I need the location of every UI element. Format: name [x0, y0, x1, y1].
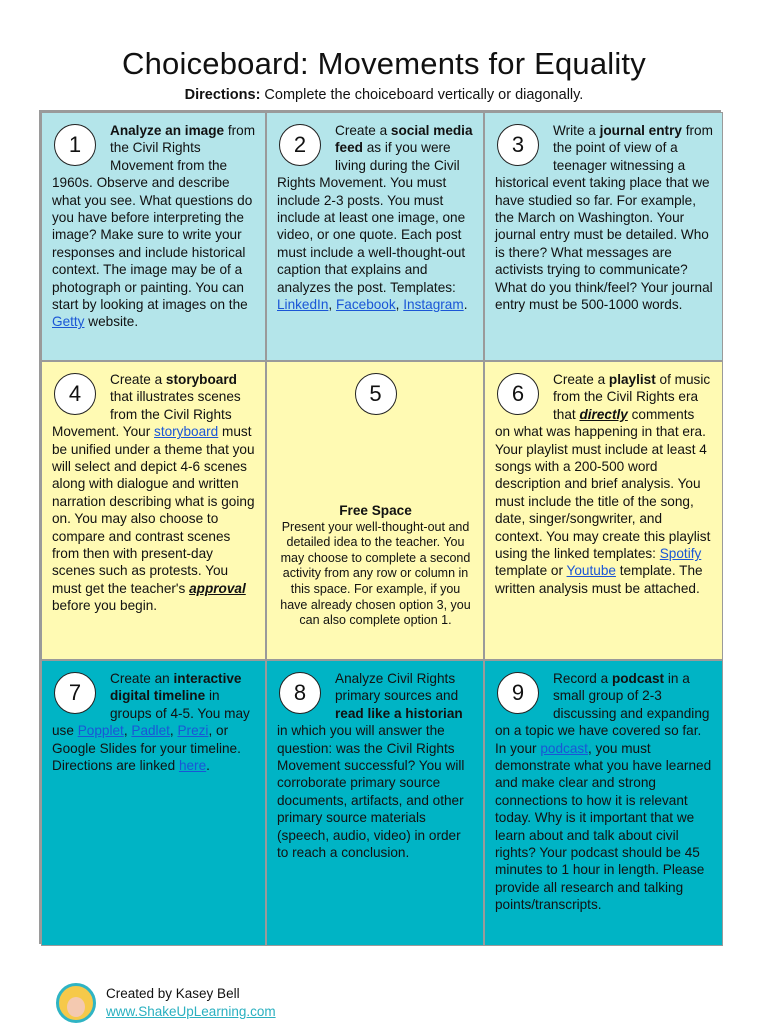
choice-cell-7 [41, 660, 266, 946]
footer [56, 983, 276, 1023]
text: in which you will answer the question: was the Civil Rights Movement successful? You will corroborate primary source documents, artifacts, and other primary source materials (speech, audio, video) in order to reach a conclusion. [277, 723, 465, 861]
bold-text: podcast [611, 671, 665, 686]
text: . [206, 758, 210, 774]
free-space-text [277, 503, 474, 629]
text: Record a [553, 671, 612, 686]
text: from the Civil Rights Movement from the 1960s. Observe and describe what you see. What questions do you have before interpreting the image? Make sure to write your responses and include historical context. The image may be of a photograph or painting. You can start by looking at images on the [52, 123, 256, 313]
text: , [169, 723, 178, 739]
choice-cell-8 [266, 660, 484, 946]
text: . [463, 297, 468, 313]
free-space-body: Present your well-thought-out and detailed idea to the teacher. You may choose to complete a second activity from any row or column in this space. For example, if you have already chosen option 3, you can also complete option 1. [280, 519, 471, 628]
bold-text: storyboard [165, 372, 237, 387]
page-title: Choiceboard: Movements for Equality [122, 46, 646, 81]
author-avatar [56, 983, 96, 1023]
italic-text: approval [189, 580, 246, 596]
number-badge: 8 [279, 672, 321, 714]
link[interactable]: Instagram [403, 297, 464, 313]
text: Create an [110, 671, 174, 686]
text: must be unified under a theme that you will select and depict 4-6 scenes along with dialogue and written narration describing what is going on. You may also choose to compare and contrast scenes from then with present-day scenes such as protests. You must get the teacher's [52, 424, 255, 596]
text: that illustrates scenes from the Civil Rights Movement. Your [52, 389, 241, 440]
text: Write a [553, 123, 600, 138]
number-badge: 5 [355, 373, 397, 415]
link[interactable]: Prezi [177, 723, 209, 739]
text: website. [84, 314, 139, 330]
link[interactable]: podcast [540, 740, 588, 756]
footer-link[interactable]: www.ShakeUpLearning.com [106, 1004, 276, 1019]
link[interactable]: Popplet [77, 723, 124, 739]
bold-text: Analyze an image [110, 123, 225, 138]
text: , [328, 297, 336, 313]
link[interactable]: Padlet [131, 723, 170, 739]
number-badge: 6 [497, 373, 539, 415]
link[interactable]: LinkedIn [277, 297, 329, 313]
text: , [123, 723, 132, 739]
bold-text: journal entry [599, 123, 682, 138]
number-badge: 1 [54, 124, 96, 166]
number-badge: 4 [54, 373, 96, 415]
text: from the point of view of a teenager witnessing a historical event taking place that we have studied so far. For example, the March on Washington. Your journal entry must be detailed. Who is there? What messages are activists trying to communicate? What do you think/feel? Your journal entry must be 500-1000 words. [495, 123, 713, 313]
number-badge: 2 [279, 124, 321, 166]
link[interactable]: storyboard [154, 424, 219, 440]
link[interactable]: Facebook [335, 297, 396, 313]
text: template or [495, 563, 567, 579]
directions-text: Complete the choiceboard vertically or diagonally. [260, 87, 584, 103]
text: in a small group of 2-3 discussing and expanding on a topic we have covered so far. In your [495, 671, 710, 756]
number-badge: 9 [497, 672, 539, 714]
choice-cell-4 [41, 361, 266, 660]
free-space-heading: Free Space [339, 503, 412, 518]
text: Create a [335, 123, 391, 138]
bold-text: social media feed [335, 123, 473, 156]
link[interactable]: here [178, 758, 207, 774]
text: , you must demonstrate what you have learned and make clear and strong connections to how it is relevant today. Why is it important that we learn about and talk about civil rights? Your podcast should be 45 minutes to 1 hour in length. Please provide all research and talking points/transcripts. [495, 740, 712, 913]
bold-text: playlist [608, 372, 656, 387]
bold-text: read like a historian [335, 705, 463, 721]
directions-label: Directions: [184, 87, 261, 103]
text: Analyze Civil Rights primary sources and [335, 671, 459, 704]
choice-cell-9 [484, 660, 723, 946]
text: in groups of 4-5. You may use [52, 688, 250, 739]
text: Create a [110, 372, 166, 387]
number-badge: 7 [54, 672, 96, 714]
text: Create a [553, 372, 609, 387]
number-badge: 3 [497, 124, 539, 166]
directions [0, 87, 768, 103]
text: , or Google Slides for your timeline. Directions are linked [52, 723, 241, 774]
choiceboard-grid [39, 110, 721, 944]
italic-text: directly [579, 406, 628, 422]
footer-credit: Created by Kasey Bell [106, 986, 240, 1001]
text: comments on what was happening in that era. Your playlist must include at least 4 songs with a 200-500 word description and brief analysis. You must include the title of the song, date, singer/songwriter, and context. You may create this playlist using the linked templates: [495, 406, 711, 562]
link[interactable]: Getty [52, 314, 85, 330]
text: template. The written analysis must be attached. [495, 563, 703, 596]
choice-cell-2 [266, 112, 484, 361]
choice-cell-1 [41, 112, 266, 361]
text: as if you were living during the Civil Rights Movement. You must include 2-3 posts. You must include at least one image, one video, or one quote. Each post must include a well-thought-out caption that explains and analyzes the post. Templates: [277, 140, 466, 295]
choice-cell-5 [266, 361, 484, 660]
link[interactable]: Spotify [659, 546, 702, 562]
link[interactable]: Youtube [566, 563, 616, 579]
choice-cell-6 [484, 361, 723, 660]
text: before you begin. [52, 598, 158, 614]
choice-cell-3 [484, 112, 723, 361]
text: , [395, 297, 404, 313]
bold-text: interactive digital timeline [110, 671, 242, 704]
text: of music from the Civil Rights era that [553, 372, 711, 422]
